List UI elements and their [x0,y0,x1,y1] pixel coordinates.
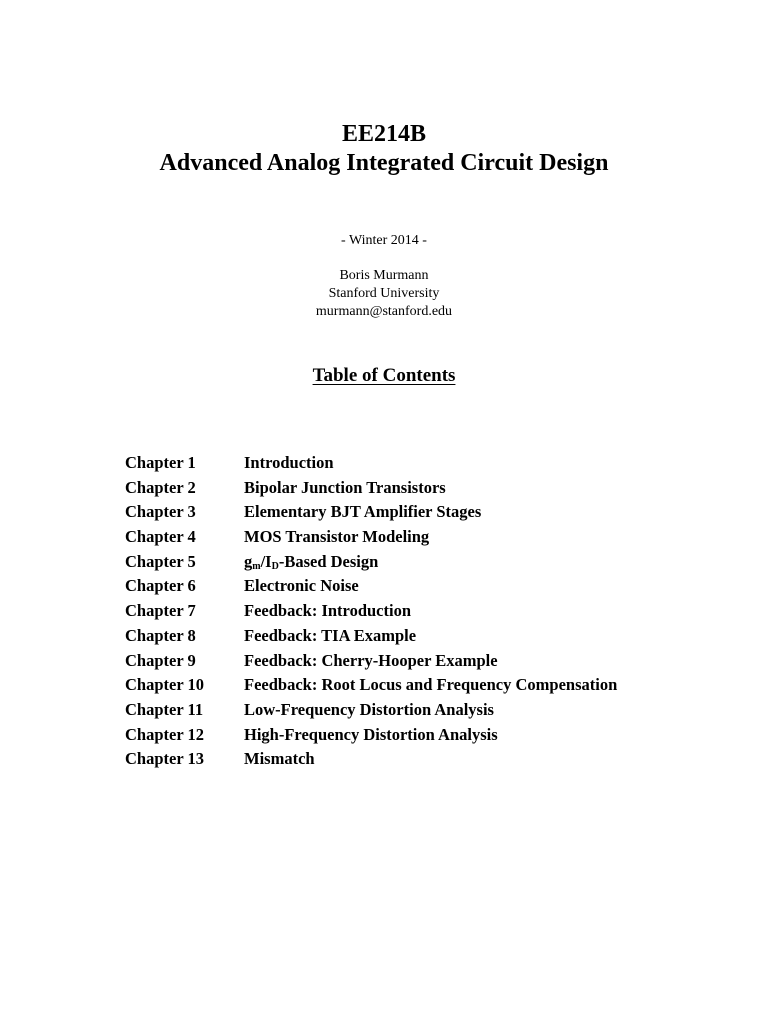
toc-row-chapter-9 [125,650,725,675]
toc-chapter-number: Chapter 1 [125,453,196,472]
toc-row-chapter-3 [125,501,725,526]
toc-row-chapter-5 [125,551,725,576]
toc-chapter-number: Chapter 8 [125,625,196,645]
toc-chapter-number: Chapter 6 [125,576,196,596]
toc-row-chapter-13 [125,748,725,773]
toc-chapter-title: Feedback: TIA Example [244,625,417,645]
toc-row-chapter-1 [125,452,725,477]
term-label: - Winter 2014 - [341,233,427,248]
toc-title-rest: -Based Design [278,551,379,571]
toc-id-letter: /I [260,551,272,571]
toc-chapter-title: High-Frequency Distortion Analysis [244,724,498,744]
toc-chapter-title: Feedback: Introduction [244,601,411,621]
toc-row-chapter-2 [125,477,725,502]
toc-row-chapter-6 [125,575,725,600]
toc-chapter-number: Chapter 10 [125,675,204,695]
toc-gm-subscript: m [252,560,261,572]
toc-row-chapter-7 [125,600,725,625]
toc-chapter-title: Feedback: Cherry-Hooper Example [244,650,498,670]
author-email: murmann@stanford.edu [315,304,453,319]
toc-chapter-number: Chapter 2 [125,477,196,497]
toc-chapter-title: MOS Transistor Modeling [244,527,430,547]
course-title: Advanced Analog Integrated Circuit Design [159,150,609,176]
toc-chapter-number: Chapter 11 [125,699,204,719]
toc-chapter-title: Elementary BJT Amplifier Stages [244,502,482,522]
toc-heading-text: Table of Contents [312,365,456,386]
toc-chapter-title: Mismatch [244,749,315,769]
toc-chapter-title: Electronic Noise [244,576,359,596]
toc-chapter-number: Chapter 3 [125,502,196,522]
toc-chapter-number: Chapter 13 [125,749,204,769]
toc-chapter-number: Chapter 12 [125,724,204,744]
toc-row-chapter-8 [125,625,725,650]
toc-id-subscript: D [271,560,279,572]
toc-row-chapter-11 [125,699,725,724]
toc-chapter-title: Introduction [244,453,334,472]
toc-row-chapter-12 [125,724,725,749]
toc-chapter-title: Bipolar Junction Transistors [244,477,446,497]
toc-row-chapter-4 [125,526,725,551]
toc-heading [0,364,768,388]
toc-chapter-number: Chapter 4 [125,527,196,547]
author-name: Boris Murmann [339,268,429,283]
toc-chapter-number: Chapter 7 [125,601,196,621]
toc-chapter-title [244,551,378,573]
author-affiliation: Stanford University [328,286,440,301]
toc-chapter-title: Low-Frequency Distortion Analysis [244,699,494,719]
toc-row-chapter-10 [125,674,725,699]
toc-chapter-number: Chapter 5 [125,551,196,571]
course-code: EE214B [341,121,427,147]
toc-chapter-title: Feedback: Root Locus and Frequency Compensation [244,675,618,695]
toc-gm-letter: g [244,551,253,571]
toc-list [125,452,725,773]
toc-chapter-number: Chapter 9 [125,650,196,670]
